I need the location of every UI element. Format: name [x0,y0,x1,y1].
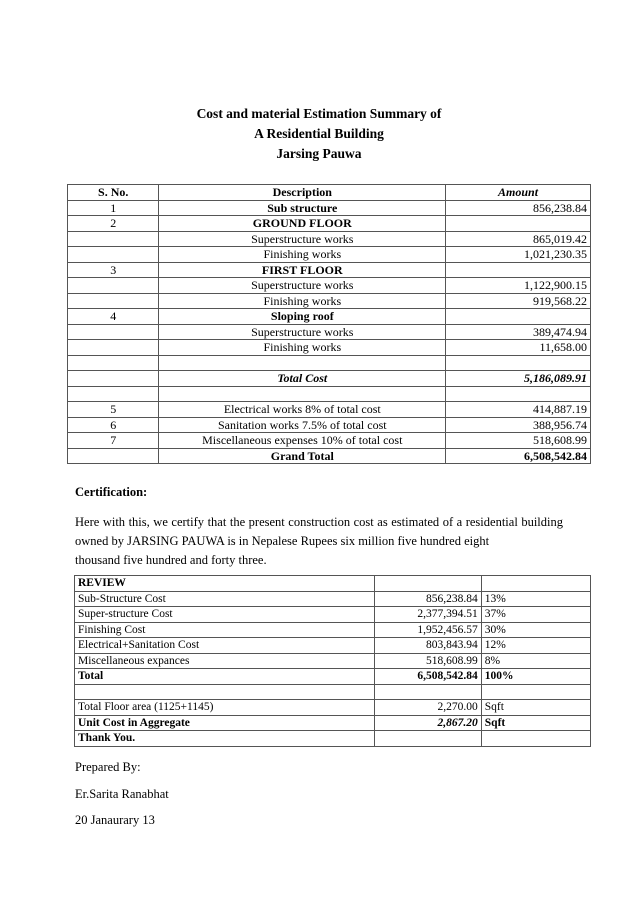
row-description: Finishing works [159,293,446,309]
review-table [74,575,591,747]
row-amount: 919,568.22 [446,293,591,309]
certification-heading: Certification: [75,485,148,499]
review-percent: 37% [481,607,590,623]
review-amount: 803,843.94 [374,638,481,654]
row-amount: 389,474.94 [446,324,591,340]
row-sno: 7 [68,433,159,449]
title-line-3: Jarsing Pauwa [276,146,362,161]
review-percent: 13% [481,591,590,607]
row-amount: 518,608.99 [446,433,591,449]
row-description: FIRST FLOOR [159,262,446,278]
table-row [68,247,591,263]
floor-area-row [75,700,591,716]
review-total-row [75,669,591,685]
unit-cost-label: Unit Cost in Aggregate [75,715,375,731]
table-row [68,216,591,232]
row-sno [68,324,159,340]
thanks-row [75,731,591,747]
row-sno: 4 [68,309,159,325]
row-amount [446,262,591,278]
review-amount: 2,377,394.51 [374,607,481,623]
row-description: Finishing works [159,340,446,356]
total-cost-amount: 5,186,089.91 [446,371,591,387]
row-amount: 1,122,900.15 [446,278,591,294]
review-amount: 518,608.99 [374,653,481,669]
document-title [0,104,638,164]
table-row [68,417,591,433]
review-heading-row [75,576,591,592]
floor-area-amount: 2,270.00 [374,700,481,716]
unit-cost-amount: 2,867.20 [374,715,481,731]
table-row [75,638,591,654]
grand-total-amount: 6,508,542.84 [446,448,591,464]
prepared-by-label: Prepared By: [75,760,141,774]
table-row [68,433,591,449]
row-amount: 856,238.84 [446,200,591,216]
table-row [75,653,591,669]
row-amount: 414,887.19 [446,402,591,418]
row-sno: 1 [68,200,159,216]
row-sno [68,231,159,247]
table-row [68,309,591,325]
table-row [68,200,591,216]
row-sno: 2 [68,216,159,232]
row-description: Superstructure works [159,231,446,247]
table-row [68,324,591,340]
table-row [68,402,591,418]
empty-row [68,355,591,371]
row-amount: 865,019.42 [446,231,591,247]
title-line-1: Cost and material Estimation Summary of [196,106,442,121]
empty-row [68,386,591,402]
review-total-label: Total [75,669,375,685]
title-line-2: A Residential Building [254,126,384,141]
cost-summary-table [67,184,591,464]
table-row [75,607,591,623]
row-description: Electrical works 8% of total cost [159,402,446,418]
header-description: Description [159,185,446,201]
certification-text-last: thousand five hundred and forty three. [75,553,267,567]
review-total-amount: 6,508,542.84 [374,669,481,685]
certification-text-main: Here with this, we certify that the present construction cost as estimated of a residential building owned by JARSING PAUWA is in Nepalese Rupees six million five hundred eight [75,515,563,548]
review-heading: REVIEW [75,576,375,592]
row-description: Sub structure [159,200,446,216]
unit-cost-unit: Sqft [481,715,590,731]
row-sno: 3 [68,262,159,278]
review-amount: 1,952,456.57 [374,622,481,638]
row-amount: 11,658.00 [446,340,591,356]
header-amount: Amount [446,185,591,201]
row-sno [68,247,159,263]
certification-text [75,513,563,570]
row-description: Miscellaneous expenses 10% of total cost [159,433,446,449]
row-sno [68,340,159,356]
review-percent: 8% [481,653,590,669]
row-description: Sloping roof [159,309,446,325]
table-row [68,262,591,278]
total-cost-row [68,371,591,387]
table-row [68,293,591,309]
row-sno [68,293,159,309]
grand-total-row [68,448,591,464]
floor-area-label: Total Floor area (1125+1145) [75,700,375,716]
row-description: Sanitation works 7.5% of total cost [159,417,446,433]
review-percent: 30% [481,622,590,638]
unit-cost-row [75,715,591,731]
review-label: Super-structure Cost [75,607,375,623]
review-percent: 12% [481,638,590,654]
row-sno: 6 [68,417,159,433]
table-row [75,591,591,607]
row-description: Finishing works [159,247,446,263]
row-amount: 1,021,230.35 [446,247,591,263]
table-row [68,278,591,294]
floor-area-unit: Sqft [481,700,590,716]
review-label: Sub-Structure Cost [75,591,375,607]
table-row [68,340,591,356]
preparer-name: Er.Sarita Ranabhat [75,787,169,801]
review-label: Finishing Cost [75,622,375,638]
header-sno: S. No. [68,185,159,201]
row-description: Superstructure works [159,278,446,294]
table-row [68,231,591,247]
table-header-row [68,185,591,201]
row-description: GROUND FLOOR [159,216,446,232]
review-label: Electrical+Sanitation Cost [75,638,375,654]
row-description: Superstructure works [159,324,446,340]
empty-row [75,684,591,700]
row-sno [68,278,159,294]
table-row [75,622,591,638]
review-amount: 856,238.84 [374,591,481,607]
row-amount: 388,956.74 [446,417,591,433]
document-date: 20 Janaurary 13 [75,813,155,827]
row-amount [446,216,591,232]
review-total-percent: 100% [481,669,590,685]
review-label: Miscellaneous expances [75,653,375,669]
grand-total-label: Grand Total [159,448,446,464]
thank-you-text: Thank You. [75,731,375,747]
row-sno: 5 [68,402,159,418]
row-amount [446,309,591,325]
total-cost-label: Total Cost [159,371,446,387]
